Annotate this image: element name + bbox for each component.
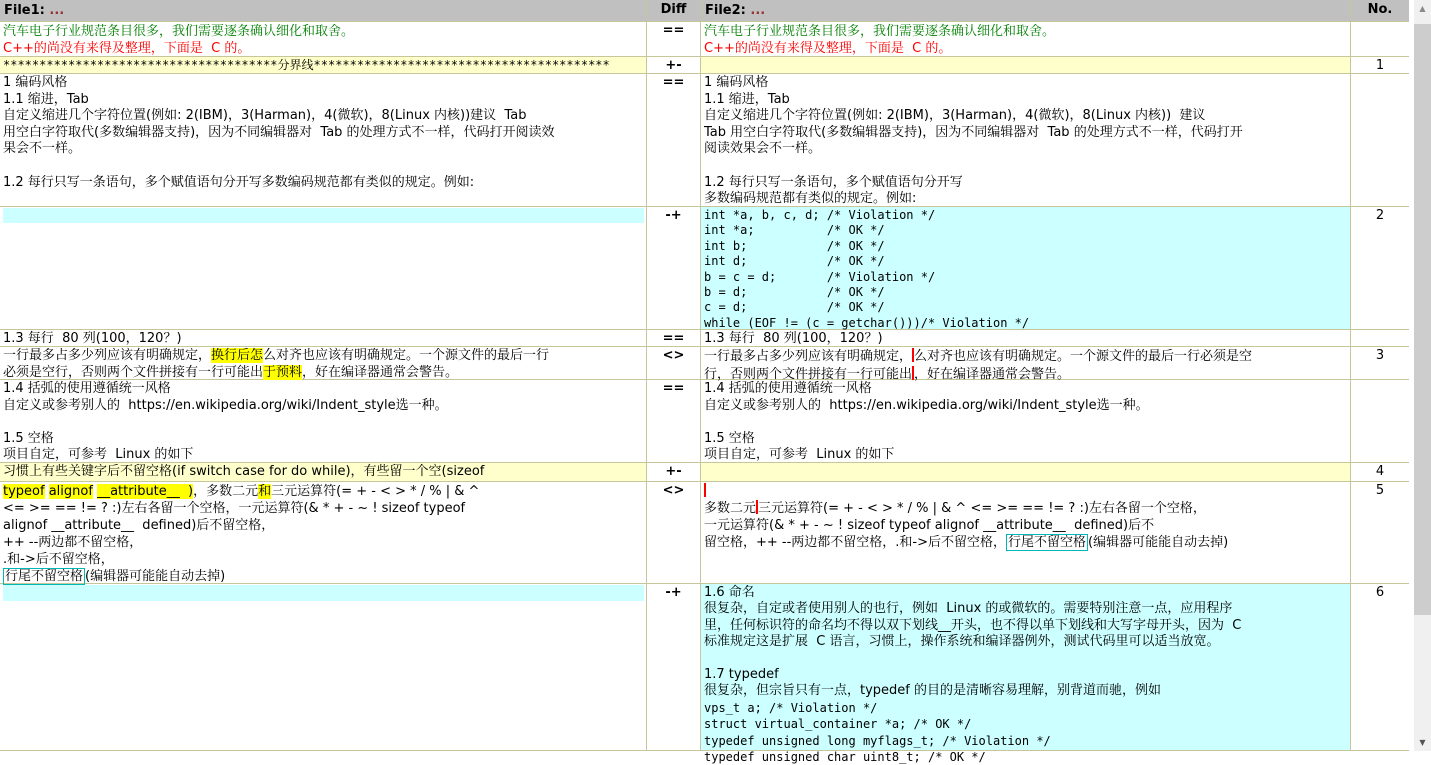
text-segment: 1.4 括弧的使用遵循统一风格 xyxy=(704,381,872,396)
text-segment: 习惯上有些关键字后不留空格(if switch case for do while)，有些留一个空(sizeof xyxy=(3,464,485,479)
text-line xyxy=(3,108,644,125)
text-segment: 1.1 缩进，Tab xyxy=(704,91,790,107)
text-line xyxy=(3,447,644,464)
file2-cell xyxy=(701,482,1351,583)
text-segment: 1 编码风格 xyxy=(3,75,68,90)
text-segment: 么对齐也应该有明确规定。一个源文件的最后一行 xyxy=(263,348,550,363)
file1-cell xyxy=(0,380,647,462)
text-segment: c = d; /* OK */ xyxy=(704,300,885,315)
changed-text-highlight: alignof xyxy=(48,484,93,499)
text-segment: 汽车电子行业规范条目很多，我们需要逐条确认细化和取舍。 xyxy=(3,24,355,39)
text-segment: 1.3 每行 80 列(100，120？) xyxy=(704,331,883,346)
text-line xyxy=(3,464,644,480)
line-number: 1 xyxy=(1375,58,1385,73)
text-segment: 自定义缩进几个字符位置(例如: 2(IBM)，3(Harman)，4(微软)，8(Linux 内核))建议 Tab xyxy=(3,108,527,124)
text-line xyxy=(3,534,644,551)
header-row xyxy=(0,0,1409,22)
text-line xyxy=(3,414,644,431)
line-number xyxy=(1351,22,1409,56)
text-line xyxy=(3,365,644,382)
text-line xyxy=(3,125,644,142)
diff-marker: -+ xyxy=(647,207,701,329)
text-line xyxy=(704,285,1348,300)
text-segment: 里，任何标识符的命名均不得以双下划线__开头，也不得以单下划线和大写字母开头，因为 C xyxy=(704,617,1242,633)
text-segment: ，好在编译器通常会警告。 xyxy=(302,364,459,380)
text-segment: .和->后不留空格， xyxy=(3,552,114,567)
file1-cell xyxy=(0,207,647,329)
text-line xyxy=(704,23,1348,40)
text-segment: b = c = d; /* Violation */ xyxy=(704,269,936,284)
text-segment: 1.3 每行 80 列(100，120？) xyxy=(3,331,182,346)
text-line xyxy=(704,534,1348,551)
file2-cell xyxy=(701,380,1351,462)
diff-marker: +- xyxy=(647,463,701,481)
text-line xyxy=(704,141,1348,158)
diff-marker: == xyxy=(647,330,701,346)
text-line xyxy=(3,431,644,448)
text-line xyxy=(704,208,1348,223)
diff-marker: == xyxy=(647,74,701,206)
file2-cell xyxy=(701,463,1351,481)
text-segment: 三元运算符(= + - < > * / % | & ^ xyxy=(271,484,480,499)
text-segment: typedef unsigned long myflags_t; /* Violation */ xyxy=(704,733,1051,748)
text-segment: 1 编码风格 xyxy=(704,75,769,90)
text-segment: 1.1 缩进，Tab xyxy=(3,91,89,107)
diff-row xyxy=(0,22,1409,57)
no-header: No. xyxy=(1367,2,1393,17)
text-line xyxy=(704,651,1348,667)
text-segment: ++ --两边都不留空格， xyxy=(3,535,143,550)
diff-row xyxy=(0,463,1409,482)
text-segment: 1.4 括弧的使用遵循统一风格 xyxy=(3,381,171,396)
file2-header xyxy=(701,0,1351,21)
diff-header: Diff xyxy=(647,0,701,21)
text-line xyxy=(3,141,644,158)
file2-cell xyxy=(701,207,1351,329)
text-line xyxy=(3,23,644,40)
text-line xyxy=(704,316,1348,331)
text-segment: struct virtual_container *a; /* OK */ xyxy=(704,717,972,732)
text-segment: 多数二元 xyxy=(704,501,757,516)
text-line xyxy=(704,108,1348,125)
text-line xyxy=(3,551,644,568)
text-line xyxy=(704,239,1348,254)
text-line xyxy=(3,568,644,585)
text-line xyxy=(3,175,644,192)
text-segment: 很复杂，自定或者使用别人的也行，例如 Linux 的或微软的。需要特别注意一点，应用程序 xyxy=(704,601,1233,617)
text-line xyxy=(704,348,1348,366)
text-line xyxy=(704,683,1348,699)
text-segment: 自定义缩进几个字符位置(例如: 2(IBM)，3(Harman)，4(微软)，8(Linux 内核)) 建议 xyxy=(704,108,1206,124)
line-number: 3 xyxy=(1375,348,1385,363)
boxed-text: 行尾不留空格 xyxy=(1008,535,1087,550)
vertical-scrollbar[interactable] xyxy=(1414,0,1431,751)
text-segment: 自定义或参考别人的 https://en.wikipedia.org/wiki/Indent_style选一种。 xyxy=(704,397,1149,413)
text-line xyxy=(704,75,1348,92)
text-line xyxy=(3,500,644,517)
changed-text-highlight: __attribute__ ) xyxy=(97,484,194,499)
text-segment: 1.2 每行只写一条语句，多个赋值语句分开写 xyxy=(704,174,963,190)
text-segment: C++的尚没有来得及整理，下面是 C 的。 xyxy=(704,41,952,56)
line-number xyxy=(1351,330,1409,346)
deleted-text-marker xyxy=(704,483,706,497)
file1-cell xyxy=(0,482,647,583)
text-line xyxy=(3,585,644,601)
text-line xyxy=(704,158,1348,175)
file2-cell xyxy=(701,330,1351,346)
text-segment: vps_t a; /* Violation */ xyxy=(704,700,878,715)
text-line xyxy=(704,500,1348,517)
file2-cell xyxy=(701,74,1351,206)
text-segment: ，多数二元 xyxy=(193,484,259,499)
text-line xyxy=(3,58,644,72)
diff-row xyxy=(0,57,1409,74)
text-line xyxy=(704,447,1348,464)
text-segment: 么对齐也应该有明确规定。一个源文件的最后一行必须是空 xyxy=(914,349,1253,364)
text-line xyxy=(704,700,1348,716)
file1-cell xyxy=(0,22,647,56)
text-line xyxy=(704,618,1348,634)
text-line xyxy=(704,601,1348,617)
text-line xyxy=(3,92,644,109)
text-segment: 1.5 空格 xyxy=(704,430,755,446)
line-number: 4 xyxy=(1375,464,1385,479)
line-number xyxy=(1351,380,1409,462)
file1-cell xyxy=(0,463,647,481)
line-number: 2 xyxy=(1375,208,1385,223)
text-line xyxy=(3,75,644,92)
text-line xyxy=(3,483,644,500)
diff-row xyxy=(0,330,1409,347)
file1-cell xyxy=(0,584,647,750)
text-segment: 1.5 空格 xyxy=(3,430,54,446)
text-line xyxy=(704,270,1348,285)
text-segment: **************************************分界线***************************************** xyxy=(3,58,610,72)
text-segment: 一行最多占多少列应该有明确规定， xyxy=(704,349,913,364)
diff-marker: +- xyxy=(647,57,701,73)
text-segment: alignof __attribute__ defined)后不留空格， xyxy=(3,518,275,533)
text-line xyxy=(3,398,644,415)
text-line xyxy=(3,208,644,223)
text-segment: 必须是空行，否则两个文件拼接有一行可能出 xyxy=(3,364,264,380)
text-segment: 自定义或参考别人的 https://en.wikipedia.org/wiki/Indent_style选一种。 xyxy=(3,397,448,413)
text-line xyxy=(3,381,644,398)
text-line xyxy=(704,191,1348,208)
text-segment: 阅读效果会不一样。 xyxy=(704,141,822,157)
file2-cell xyxy=(701,584,1351,765)
text-line xyxy=(3,40,644,57)
file1-cell xyxy=(0,347,647,379)
line-number xyxy=(1351,74,1409,206)
line-number: 5 xyxy=(1375,483,1385,498)
boxed-text: 行尾不留空格 xyxy=(5,569,84,584)
diff-row xyxy=(0,482,1409,584)
text-segment: 1.6 命名 xyxy=(704,585,755,600)
file2-cell xyxy=(701,22,1351,56)
text-segment: int d; /* OK */ xyxy=(704,254,885,269)
text-line xyxy=(704,223,1348,238)
text-line xyxy=(704,585,1348,601)
scrollbar-thumb[interactable] xyxy=(1414,24,1431,615)
text-line xyxy=(704,40,1348,57)
line-number: 6 xyxy=(1375,585,1385,600)
text-line xyxy=(3,348,644,365)
diff-marker: <> xyxy=(647,482,701,583)
text-segment: C++的尚没有来得及整理，下面是 C 的。 xyxy=(3,41,251,56)
text-line xyxy=(704,483,1348,500)
text-segment: b = d; /* OK */ xyxy=(704,285,885,300)
text-segment: 项目自定，可参考 Linux 的如下 xyxy=(704,447,895,463)
text-line xyxy=(704,733,1348,749)
text-line xyxy=(704,414,1348,431)
text-segment: 一行最多占多少列应该有明确规定， xyxy=(3,348,212,363)
changed-text-highlight: typeof xyxy=(3,484,45,499)
text-line xyxy=(704,634,1348,650)
file1-cell xyxy=(0,74,647,206)
text-line xyxy=(704,431,1348,448)
text-segment: 三元运算符(= + - < > * / % | & ^ <= >= == != ? :)左右各留一个空格， xyxy=(758,501,1206,516)
file1-label: File1: xyxy=(4,3,45,18)
text-line xyxy=(3,158,644,175)
file1-path: ... xyxy=(44,3,65,18)
text-segment: <= >= == != ? :)左右各留一个空格，一元运算符(& * + - ~ ! sizeof typeof xyxy=(3,501,466,516)
text-segment: 留空格，++ --两边都不留空格，.和->后不留空格， xyxy=(704,535,1007,550)
text-line xyxy=(704,125,1348,142)
text-segment: ，好在编译器通常会警告。 xyxy=(914,366,1071,382)
diff-row xyxy=(0,207,1409,330)
text-segment: while (EOF != (c = getchar()))/* Violation */ xyxy=(704,315,1030,330)
text-line xyxy=(704,381,1348,398)
text-segment: 一元运算符(& * + - ~ ! sizeof typeof alignof __attribute__ defined)后不 xyxy=(704,518,1155,533)
diff-marker: == xyxy=(647,380,701,462)
scroll-up-icon[interactable]: ▲ xyxy=(1414,0,1431,17)
text-segment: int *a; /* OK */ xyxy=(704,223,885,238)
file2-cell xyxy=(701,57,1351,73)
text-segment: 汽车电子行业规范条目很多，我们需要逐条确认细化和取舍。 xyxy=(704,24,1056,39)
text-line xyxy=(3,331,644,346)
diff-marker: <> xyxy=(647,347,701,379)
diff-row xyxy=(0,347,1409,380)
changed-text-highlight: 于预料 xyxy=(263,364,303,380)
text-segment: 标准规定这是扩展 C 语言，习惯上，操作系统和编译器例外，测试代码里可以适当放宽。 xyxy=(704,634,1220,650)
diff-row xyxy=(0,584,1409,765)
file2-cell xyxy=(701,347,1351,382)
text-line xyxy=(704,667,1348,683)
text-segment: 行，否则两个文件拼接有一行可能出 xyxy=(704,366,913,382)
file1-cell xyxy=(0,57,647,73)
text-line xyxy=(704,517,1348,534)
text-segment: 很复杂，但宗旨只有一点，typedef 的目的是清晰容易理解，别背道而驰，例如 xyxy=(704,683,1161,699)
text-line xyxy=(704,254,1348,269)
text-segment: 多数编码规范都有类似的规定。例如: xyxy=(704,191,917,207)
changed-text-highlight: 换行后怎 xyxy=(211,348,264,363)
text-line xyxy=(704,300,1348,315)
diff-marker: -+ xyxy=(647,584,701,750)
text-segment: 项目自定，可参考 Linux 的如下 xyxy=(3,447,194,463)
diff-row xyxy=(0,74,1409,207)
text-line xyxy=(704,398,1348,415)
file2-path: ... xyxy=(745,3,766,18)
file1-cell xyxy=(0,330,647,346)
file2-label: File2: xyxy=(705,3,746,18)
text-line xyxy=(704,716,1348,732)
text-line xyxy=(3,517,644,534)
scroll-down-icon[interactable]: ▼ xyxy=(1414,734,1431,751)
text-line xyxy=(704,92,1348,109)
text-segment: 用空白字符取代(多数编辑器支持)，因为不同编辑器对 Tab 的处理方式不一样，代码打开阅读效 xyxy=(3,124,555,140)
text-line xyxy=(704,331,1348,346)
text-segment: (编辑器可能能自动去掉) xyxy=(85,569,226,584)
changed-text-highlight: 和 xyxy=(258,484,272,499)
diff-marker: == xyxy=(647,22,701,56)
text-segment: 果会不一样。 xyxy=(3,141,82,157)
text-segment: typedef unsigned char uint8_t; /* OK */ xyxy=(704,750,986,765)
text-line xyxy=(704,175,1348,192)
diff-rows xyxy=(0,22,1409,765)
text-segment: 1.7 typedef xyxy=(704,667,779,683)
diff-row xyxy=(0,380,1409,463)
text-segment: (编辑器可能能自动去掉) xyxy=(1088,535,1229,550)
file1-header xyxy=(0,0,647,21)
text-segment: int b; /* OK */ xyxy=(704,238,885,253)
text-line xyxy=(704,749,1348,765)
text-segment: int *a, b, c, d; /* Violation */ xyxy=(704,208,936,222)
text-segment: Tab 用空白字符取代(多数编辑器支持)，因为不同编辑器对 Tab 的处理方式不一样，代码打开 xyxy=(704,124,1243,140)
text-segment: 1.2 每行只写一条语句，多个赋值语句分开写多数编码规范都有类似的规定。例如: xyxy=(3,174,475,190)
